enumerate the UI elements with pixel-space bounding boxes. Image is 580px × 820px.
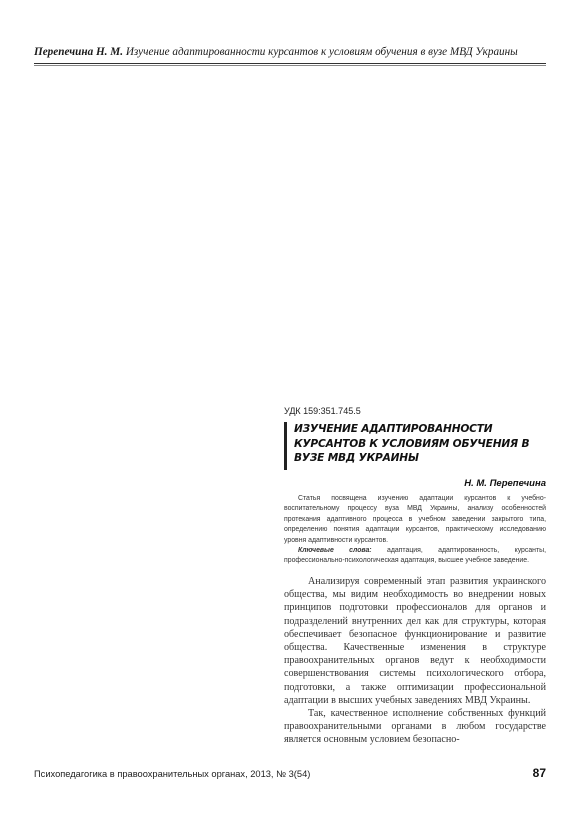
abstract-text: Статья посвящена изучению адаптации курсантов к учебно-воспитательному процессу вуза МВД Украины, анализу особенностей протекания адаптивного процесса в учебном заведении закрытого типа, определению понятия адаптации курсантов, практическому исследованию уровня адаптивности курсантов. bbox=[284, 495, 546, 544]
article-author: Н. М. Перепечина bbox=[464, 478, 546, 489]
page-number: 87 bbox=[532, 766, 546, 780]
article-body bbox=[284, 575, 546, 747]
keywords bbox=[284, 546, 546, 567]
udc-code: УДК 159:351.745.5 bbox=[284, 406, 361, 416]
running-header bbox=[34, 46, 546, 59]
footer-journal: Психопедагогика в правоохранительных органах, 2013, № 3(54) bbox=[34, 769, 311, 779]
keywords-label: Ключевые слова: bbox=[298, 547, 372, 555]
header-rule bbox=[34, 63, 546, 64]
header-rule-secondary bbox=[34, 65, 546, 66]
body-paragraph: Анализируя современный этап развития украинского общества, мы видим необходимость во внедрении новых принципов подготовки профессионалов для органов и подразделений внутренних дел как для структуры, которая обеспечивает безопасное функционирование и развитие общества. Качественные изменения в структуре правоохранительных органов ведут к необходимости совершенствования системы психологического отбора, подготовки, а также оптимизации профессиональной адаптации в высших учебных заведениях МВД Украины. bbox=[284, 576, 546, 706]
running-header-title: Изучение адаптированности курсантов к условиям обучения в вузе МВД Украины bbox=[125, 46, 518, 58]
article-title: ИЗУЧЕНИЕ АДАПТИРОВАННОСТИ КУРСАНТОВ К УСЛОВИЯМ ОБУЧЕНИЯ В ВУЗЕ МВД УКРАИНЫ bbox=[294, 423, 530, 464]
running-header-author: Перепечина Н. М. bbox=[34, 46, 124, 58]
keywords-text: адаптация, адаптированность, курсанты, профессионально-психологическая адаптация, высшее учебное заведение. bbox=[284, 547, 546, 565]
body-paragraph: Так, качественное исполнение собственных функций правоохранительными органами в любом государстве является основным условием безопасно- bbox=[284, 708, 546, 746]
abstract bbox=[284, 494, 546, 567]
article-title-block bbox=[284, 422, 546, 470]
